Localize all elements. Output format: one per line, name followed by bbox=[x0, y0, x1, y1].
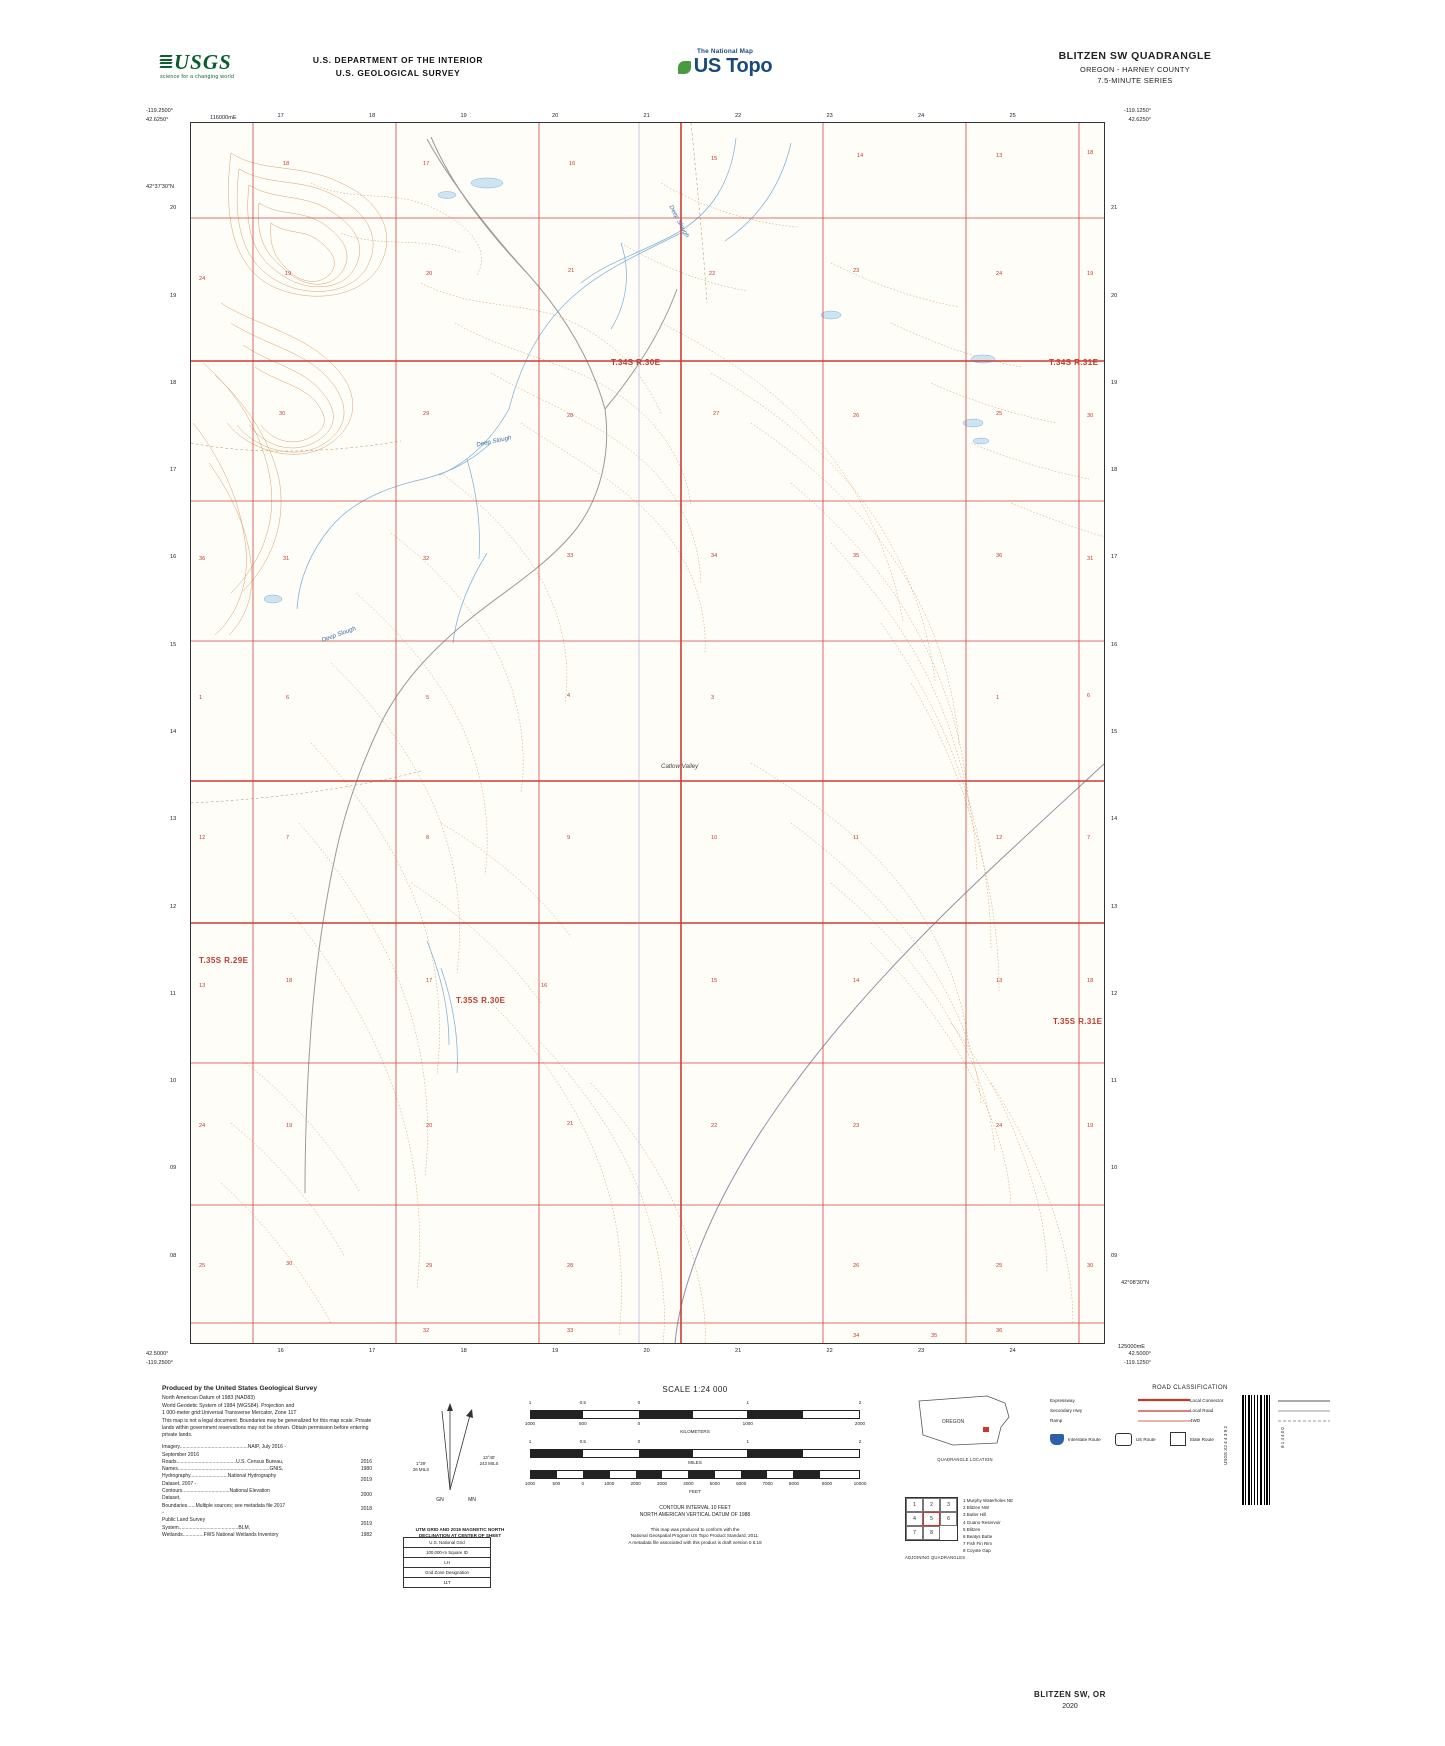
section-number: 17 bbox=[426, 978, 433, 984]
section-number: 34 bbox=[853, 1333, 860, 1339]
corner-nw-lat: 42.6250° bbox=[146, 117, 169, 123]
grid-tick-right: 16 bbox=[1111, 641, 1118, 648]
utm-label-se: 125000mE bbox=[1117, 1344, 1145, 1350]
adj-cell: 8 bbox=[923, 1526, 940, 1540]
section-number: 24 bbox=[199, 1123, 206, 1129]
map-neatline[interactable] bbox=[190, 122, 1105, 1344]
grid-tick-left: 08 bbox=[170, 1252, 177, 1259]
grid-tick-right: 11 bbox=[1111, 1078, 1117, 1085]
us-national-grid-box bbox=[403, 1537, 491, 1588]
production-note bbox=[495, 1527, 895, 1547]
grid-tick-left: 09 bbox=[170, 1165, 177, 1172]
section-number: 11 bbox=[853, 835, 859, 841]
usgs-tagline: science for a changing world bbox=[160, 74, 235, 80]
datum-line-2: 1 000-meter grid:Universal Transverse Mercator, Zone 11T bbox=[162, 1410, 297, 1417]
prod-line-2: National Geospatial Program US Topo Product Standard, 2011. bbox=[630, 1533, 760, 1539]
local-road-swatch bbox=[1278, 1408, 1330, 1414]
section-number: 35 bbox=[853, 553, 860, 559]
section-number: 33 bbox=[567, 553, 574, 559]
section-number: 29 bbox=[426, 1263, 433, 1269]
section-number: 18 bbox=[283, 161, 290, 167]
grid-tick-top: 25 bbox=[1009, 113, 1016, 119]
map-collar bbox=[150, 1385, 1330, 1715]
stream-label: Deep Slough bbox=[475, 434, 513, 449]
scalebar-miles bbox=[530, 1439, 860, 1468]
road-item: Local Connector bbox=[1190, 1396, 1330, 1406]
section-number: 5 bbox=[426, 695, 430, 701]
grid-tick-left: 13 bbox=[170, 816, 177, 823]
source-row: Wetlands...............FWS National Wetlands Inventory 1982 bbox=[162, 1531, 372, 1538]
source-row: Names..................................................................GNIS, 1980 bbox=[162, 1466, 372, 1473]
grid-tick-right: 14 bbox=[1111, 816, 1118, 823]
corner-nw-lon: -119.2500° bbox=[146, 108, 174, 114]
ramp-swatch bbox=[1138, 1418, 1190, 1424]
vertical-datum: NORTH AMERICAN VERTICAL DATUM OF 1988 bbox=[639, 1512, 751, 1519]
adj-cell-center: 5 bbox=[923, 1512, 940, 1526]
usng-line2: 100,000-m Square ID bbox=[404, 1548, 490, 1558]
section-number: 30 bbox=[286, 1261, 293, 1267]
section-number: 12 bbox=[996, 835, 1003, 841]
quad-series: 7.5-MINUTE SERIES bbox=[1097, 76, 1173, 85]
grid-tick-bottom: 22 bbox=[826, 1348, 833, 1354]
section-number: 14 bbox=[857, 153, 864, 159]
interstate-shield-icon bbox=[1050, 1434, 1064, 1445]
grid-tick-left: 17 bbox=[170, 467, 177, 474]
stream-label: Deep Slough bbox=[667, 204, 691, 239]
section-number: 25 bbox=[199, 1263, 206, 1269]
section-number: 32 bbox=[423, 556, 430, 562]
adj-cell: 3 bbox=[940, 1498, 957, 1512]
adj-name: 1 Murphy Waterholes NE bbox=[963, 1498, 1014, 1503]
footer-block bbox=[940, 1690, 1200, 1710]
source-row: Imagery.................................................NAIP, July 2016 - September 2016 bbox=[162, 1444, 287, 1458]
township-label: T.35S R.31E bbox=[1053, 1017, 1103, 1026]
section-number: 6 bbox=[1087, 693, 1091, 699]
road-item: Local Road bbox=[1190, 1406, 1330, 1416]
km-bar bbox=[530, 1410, 860, 1419]
section-number: 18 bbox=[1087, 978, 1094, 984]
section-number: 7 bbox=[1087, 835, 1091, 841]
declination-caption-1: UTM GRID AND 2019 MAGNETIC NORTH bbox=[415, 1527, 505, 1532]
grid-tick-bottom: 24 bbox=[1009, 1348, 1016, 1354]
grid-tick-top: 21 bbox=[643, 113, 650, 119]
section-number: 36 bbox=[996, 553, 1003, 559]
source-row: Public Land Survey System...........................................BLM, 2019 bbox=[162, 1517, 372, 1531]
road-classification-legend bbox=[1050, 1385, 1330, 1446]
national-map-logo bbox=[605, 48, 845, 77]
section-number: 13 bbox=[996, 153, 1003, 159]
valley-label: Catlow Valley bbox=[661, 763, 699, 770]
usng-line4: Grid Zone Designation bbox=[404, 1568, 490, 1578]
department-line2: U.S. GEOLOGICAL SURVEY bbox=[335, 68, 461, 78]
section-number: 30 bbox=[279, 411, 286, 417]
section-number: 13 bbox=[199, 983, 206, 989]
grid-tick-top: 18 bbox=[369, 113, 376, 119]
footer-year: 2020 bbox=[1062, 1703, 1078, 1710]
section-number: 18 bbox=[286, 978, 293, 984]
section-number: 29 bbox=[423, 411, 430, 417]
section-number: 33 bbox=[567, 1328, 574, 1334]
grid-lines bbox=[191, 123, 1105, 1344]
scale-title: SCALE 1:24 000 bbox=[662, 1385, 728, 1394]
section-number: 15 bbox=[711, 156, 718, 162]
section-number: 35 bbox=[931, 1333, 938, 1339]
adj-cell: 2 bbox=[923, 1498, 940, 1512]
grid-tick-right: 12 bbox=[1111, 990, 1118, 997]
quad-location-caption: QUADRANGLE LOCATION bbox=[937, 1457, 993, 1462]
section-number: 18 bbox=[1087, 150, 1094, 156]
adj-name: 4 Guano Reservoir bbox=[963, 1519, 1001, 1525]
grid-tick-bottom: 17 bbox=[369, 1348, 376, 1354]
barcode-label: USGS X2 4 4 3 9 2 bbox=[1223, 1425, 1229, 1466]
section-number: 19 bbox=[286, 1123, 293, 1129]
contour-interval: CONTOUR INTERVAL 10 FEET bbox=[659, 1505, 731, 1511]
township-label: T.35S R.30E bbox=[456, 996, 506, 1005]
adjoining-grid bbox=[905, 1497, 958, 1541]
grid-tick-right: 15 bbox=[1111, 729, 1118, 735]
section-number: 4 bbox=[567, 693, 571, 699]
secondary-hwy-swatch bbox=[1138, 1408, 1190, 1414]
km-labels-top: 1 0.5 0 1 2 bbox=[528, 1400, 862, 1405]
contour-interval-block bbox=[495, 1505, 895, 1520]
section-number: 24 bbox=[199, 276, 206, 282]
adj-cell: 7 bbox=[906, 1526, 923, 1540]
feet-bar bbox=[530, 1470, 860, 1479]
corner-ne-lon: -119.1250° bbox=[1123, 108, 1151, 114]
grid-tick-top: 17 bbox=[277, 113, 284, 119]
section-number: 3 bbox=[711, 695, 715, 701]
section-number: 25 bbox=[996, 411, 1003, 417]
grid-tick-bottom: 23 bbox=[918, 1348, 925, 1354]
adj-name: 3 Butler Hill bbox=[963, 1512, 987, 1518]
corner-se-lat: 42.5000° bbox=[1128, 1351, 1151, 1357]
km-labels-bottom: 1000 500 0 1000 2000 bbox=[524, 1421, 866, 1426]
svg-text:GN: GN bbox=[436, 1497, 444, 1503]
miles-labels: 1 0.5 0 1 2 bbox=[528, 1439, 862, 1444]
svg-text:MN: MN bbox=[468, 1497, 476, 1503]
grid-tick-left: 16 bbox=[170, 554, 177, 561]
prod-line-1: This map was produced to conform with the bbox=[650, 1526, 740, 1532]
grid-declination-value: 1°29' 26 MILS bbox=[412, 1461, 430, 1472]
grid-tick-top: 24 bbox=[918, 113, 925, 119]
state-route-shield-icon bbox=[1170, 1432, 1186, 1446]
section-number: 19 bbox=[1087, 1123, 1094, 1129]
usgs-logo bbox=[160, 52, 255, 86]
oregon-outline-icon bbox=[913, 1387, 1017, 1453]
section-number: 22 bbox=[709, 271, 716, 277]
section-number: 36 bbox=[996, 1328, 1003, 1334]
section-number: 30 bbox=[1087, 1263, 1094, 1269]
township-label: T.35S R.29E bbox=[199, 956, 249, 965]
section-number: 16 bbox=[541, 983, 548, 989]
section-number: 24 bbox=[996, 1123, 1003, 1129]
grid-tick-top: 22 bbox=[735, 113, 742, 119]
section-number: 36 bbox=[199, 556, 206, 562]
utm-label-nw: 116000mE bbox=[210, 115, 237, 121]
usgs-wordmark: USGS bbox=[174, 50, 232, 74]
expressway-swatch bbox=[1138, 1398, 1190, 1404]
fourwd-swatch bbox=[1278, 1418, 1330, 1424]
legal-note: This map is not a legal document. Boundaries may be generalized for this map scale. Private lands within government reservations may not be shown. Obtain permission before entering private lands. bbox=[162, 1417, 372, 1439]
feet-unit-row: FEET bbox=[689, 1489, 701, 1494]
grid-tick-bottom: 21 bbox=[735, 1348, 742, 1354]
us-route-shield-icon bbox=[1115, 1433, 1132, 1446]
usng-line3: LH bbox=[404, 1558, 490, 1568]
section-number: 27 bbox=[713, 411, 720, 417]
miles-unit-row: MILES bbox=[688, 1460, 702, 1465]
grid-tick-bottom: 16 bbox=[277, 1348, 284, 1354]
lat-tick-north: 42°37'30"N bbox=[146, 184, 174, 190]
section-number: 1 bbox=[199, 695, 203, 701]
grid-tick-left: 15 bbox=[170, 641, 177, 648]
barcode-block bbox=[1223, 1395, 1285, 1515]
road-item: Expressway bbox=[1050, 1396, 1190, 1406]
adjoining-caption: ADJOINING QUADRANGLES bbox=[905, 1555, 966, 1560]
grid-tick-left: 12 bbox=[170, 903, 177, 910]
usng-line5: 11T bbox=[443, 1580, 451, 1585]
stream-label: Deep Slough bbox=[320, 625, 357, 644]
grid-tick-bottom: 20 bbox=[643, 1348, 650, 1354]
section-number: 28 bbox=[567, 1263, 574, 1269]
section-number: 26 bbox=[853, 1263, 860, 1269]
section-number: 31 bbox=[283, 556, 290, 562]
credits-title: Produced by the United States Geological Survey bbox=[162, 1385, 317, 1392]
source-row: Contours..................................National Elevation Dataset, 2000 bbox=[162, 1488, 372, 1502]
svg-text:OREGON: OREGON bbox=[941, 1419, 965, 1425]
section-number: 9 bbox=[567, 835, 571, 841]
adj-cell: 4 bbox=[906, 1512, 923, 1526]
road-class-rows bbox=[1050, 1396, 1330, 1426]
section-number: 8 bbox=[426, 835, 430, 841]
leaf-icon bbox=[678, 61, 691, 74]
section-number: 21 bbox=[567, 1121, 574, 1127]
grid-tick-left: 20 bbox=[170, 205, 177, 212]
us-topo-label: US Topo bbox=[605, 55, 845, 77]
usgs-bars-icon bbox=[160, 55, 172, 70]
section-number: 7 bbox=[286, 835, 290, 841]
section-number: 19 bbox=[1087, 271, 1094, 277]
quadrangle-title bbox=[975, 50, 1295, 85]
grid-tick-top: 19 bbox=[460, 113, 467, 119]
section-number: 21 bbox=[568, 268, 575, 274]
magnetic-declination-value: 13°40' 243 MILS bbox=[479, 1455, 499, 1466]
grid-tick-right: 17 bbox=[1111, 554, 1118, 561]
adjoining-quads-block bbox=[905, 1497, 1025, 1560]
road-item: Ramp bbox=[1050, 1416, 1190, 1426]
quad-name: BLITZEN SW QUADRANGLE bbox=[1058, 50, 1212, 62]
source-table bbox=[162, 1444, 372, 1539]
grid-tick-right: 09 bbox=[1111, 1252, 1118, 1259]
grid-tick-left: 14 bbox=[170, 729, 177, 735]
corner-se-lon: -119.1250° bbox=[1123, 1360, 1151, 1366]
national-map-label: The National Map bbox=[696, 48, 754, 55]
source-row: Boundaries......Multiple sources; see metadata file 2017 - 2018 bbox=[162, 1502, 372, 1516]
adj-name: 7 Fish Fin Rim bbox=[963, 1541, 993, 1547]
local-connector-swatch bbox=[1278, 1398, 1330, 1404]
route-shields: Interstate Route US Route State Route bbox=[1050, 1432, 1330, 1446]
grid-tick-left: 11 bbox=[170, 990, 176, 997]
section-number: 26 bbox=[853, 413, 860, 419]
township-label: T.34S R.31E bbox=[1049, 358, 1099, 367]
barcode-map-no: 8 1 4 4 0 0 bbox=[1279, 1427, 1285, 1448]
declination-caption-2: DECLINATION AT CENTER OF SHEET bbox=[418, 1533, 502, 1538]
datum-line-1: World Geodetic System of 1984 (WGS84). Projection and bbox=[162, 1402, 295, 1409]
corner-sw-lat: 42.5000° bbox=[146, 1351, 169, 1357]
section-number: 10 bbox=[711, 835, 718, 841]
km-unit-row: KILOMETERS bbox=[680, 1429, 710, 1434]
section-number: 17 bbox=[423, 161, 430, 167]
section-number: 24 bbox=[996, 271, 1003, 277]
adj-cell: 6 bbox=[940, 1512, 957, 1526]
section-number: 1 bbox=[996, 695, 1000, 701]
department-line1: U.S. DEPARTMENT OF THE INTERIOR bbox=[312, 55, 484, 65]
section-number: 31 bbox=[1087, 556, 1094, 562]
corner-sw-lon: -119.2500° bbox=[146, 1360, 174, 1366]
adjoining-names bbox=[963, 1497, 1013, 1555]
road-item: Secondary Hwy bbox=[1050, 1406, 1190, 1416]
section-number: 15 bbox=[711, 978, 718, 984]
grid-tick-right: 18 bbox=[1111, 467, 1118, 474]
section-number: 30 bbox=[1087, 413, 1094, 419]
usng-title: U.S. National Grid bbox=[404, 1538, 490, 1548]
section-number: 12 bbox=[199, 835, 206, 841]
grid-tick-right: 20 bbox=[1111, 292, 1118, 299]
grid-tick-right: 13 bbox=[1111, 903, 1118, 910]
section-number: 20 bbox=[426, 1123, 433, 1129]
grid-tick-right: 19 bbox=[1111, 379, 1118, 386]
section-number: 23 bbox=[853, 1123, 860, 1129]
scale-block bbox=[495, 1385, 895, 1547]
quadrangle-location-block bbox=[910, 1387, 1020, 1462]
section-number: 14 bbox=[853, 978, 860, 984]
grid-tick-right: 10 bbox=[1111, 1165, 1118, 1172]
section-number: 6 bbox=[286, 695, 290, 701]
section-number: 19 bbox=[285, 271, 292, 277]
road-item: 4WD bbox=[1190, 1416, 1330, 1426]
grid-tick-bottom: 18 bbox=[460, 1348, 467, 1354]
section-number: 32 bbox=[423, 1328, 430, 1334]
grid-tick-right: 21 bbox=[1111, 205, 1118, 212]
barcode-bars bbox=[1242, 1395, 1270, 1505]
grid-tick-left: 10 bbox=[170, 1078, 177, 1085]
grid-tick-left: 18 bbox=[170, 379, 177, 386]
scalebar-feet bbox=[524, 1470, 867, 1497]
adj-cell: 1 bbox=[906, 1498, 923, 1512]
road-class-left bbox=[1050, 1396, 1190, 1426]
map-area[interactable] bbox=[146, 108, 1151, 1366]
credits-block bbox=[162, 1385, 372, 1539]
adj-name: 8 Coyote Gap bbox=[963, 1548, 991, 1554]
grid-tick-left: 19 bbox=[170, 292, 177, 299]
datum-line-0: North American Datum of 1983 (NAD83) bbox=[162, 1395, 255, 1402]
section-number: 22 bbox=[711, 1123, 718, 1129]
grid-tick-bottom: 19 bbox=[552, 1348, 559, 1354]
scalebar-km bbox=[524, 1400, 866, 1437]
section-number: 16 bbox=[569, 161, 576, 167]
corner-ne-lat: 42.6250° bbox=[1128, 117, 1151, 123]
feet-labels: 1000 500 0 1000 2000 3000 4000 5000 6000 7000 8000 9000 10000 bbox=[524, 1481, 867, 1486]
grid-tick-top: 23 bbox=[826, 113, 833, 119]
adj-name: 5 Blitzen bbox=[963, 1526, 981, 1532]
source-row: Roads...........................................U.S. Census Bureau, 2016 bbox=[162, 1458, 372, 1465]
section-number: 23 bbox=[853, 268, 860, 274]
adj-name: 6 Beatys Butte bbox=[963, 1534, 993, 1540]
township-label: T.34S R.30E bbox=[611, 358, 661, 367]
section-number: 13 bbox=[996, 978, 1003, 984]
adj-name: 2 Blitzen NW bbox=[963, 1505, 990, 1511]
grid-tick-top: 20 bbox=[552, 113, 559, 119]
department-title bbox=[258, 54, 538, 80]
lat-tick-south: 42°08'30"N bbox=[1121, 1280, 1149, 1286]
section-number: 20 bbox=[426, 271, 433, 277]
miles-bar bbox=[530, 1449, 860, 1458]
footer-quad-name: BLITZEN SW, OR bbox=[1034, 1690, 1106, 1699]
section-number: 25 bbox=[996, 1263, 1003, 1269]
source-row: Hydrography...........................National Hydrography Dataset, 2007 - 2019 bbox=[162, 1473, 372, 1487]
quad-state-county: OREGON - HARNEY COUNTY bbox=[1080, 65, 1190, 74]
map-header bbox=[150, 48, 1295, 96]
road-class-title: ROAD CLASSIFICATION bbox=[1152, 1385, 1228, 1391]
section-number: 34 bbox=[711, 553, 718, 559]
prod-line-3: A metadata file associated with this product is draft version 0.6.18 bbox=[628, 1540, 762, 1545]
section-number: 28 bbox=[567, 413, 574, 419]
